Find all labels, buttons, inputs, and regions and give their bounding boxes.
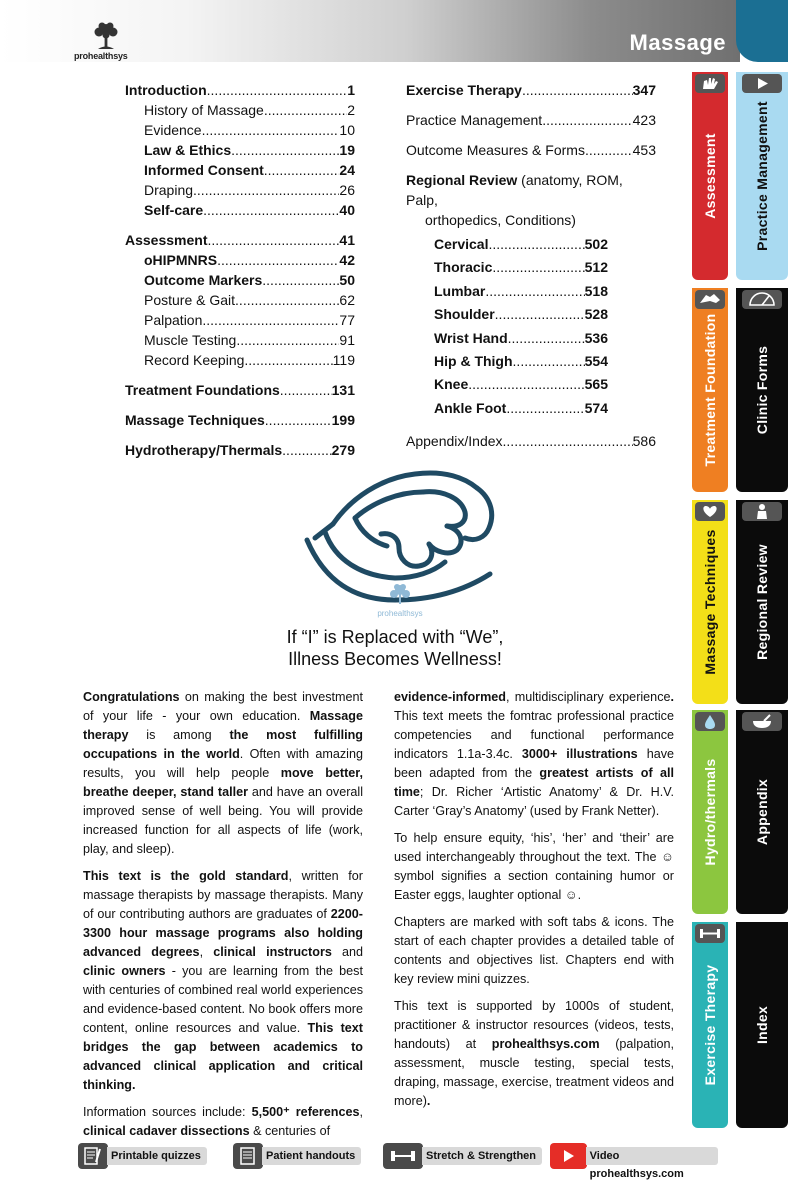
body-paragraph (394, 913, 674, 989)
toc-label: Muscle Testing (144, 332, 237, 348)
toc-entry[interactable] (406, 256, 608, 279)
toc-page-number: 19 (339, 142, 355, 158)
hand-icon (692, 72, 728, 94)
prohealthsys-logo (74, 22, 154, 62)
bold-text: Massage therapy (83, 709, 363, 742)
toc-label: Ankle Foot (434, 399, 507, 416)
toc-entry[interactable] (125, 100, 355, 120)
toc-page-number: 24 (339, 162, 355, 178)
toc-entry[interactable] (406, 327, 608, 350)
tab-index[interactable] (736, 922, 788, 1128)
toc-label: Assessment (125, 232, 208, 248)
mortar-pestle-icon (736, 710, 788, 732)
toc-entry[interactable] (406, 233, 608, 256)
text-run: - you are learning from the best with centuries of combined real world experiences and evidence-based content. No book offers more content, online resources and value. (83, 964, 363, 1035)
toc-page-number: 518 (584, 282, 608, 299)
body-paragraph (83, 1103, 363, 1141)
water-drop-icon (692, 710, 728, 732)
toc-label: Record Keeping (144, 352, 245, 368)
tab-label: Practice Management (754, 101, 770, 251)
toc-leader-dots (264, 160, 340, 180)
bold-text: 3000+ illustrations (521, 747, 638, 761)
toc-left-column (125, 80, 355, 460)
text-run: , (359, 1105, 363, 1119)
toc-page-number: 554 (584, 352, 608, 369)
tab-label: Assessment (702, 133, 718, 219)
bold-text: . (670, 690, 674, 704)
toc-entry[interactable] (125, 410, 355, 430)
footer-stretch-strengthen[interactable] (383, 1144, 542, 1168)
regional-review-title: Regional Review (406, 172, 518, 188)
text-run: , (199, 945, 214, 959)
toc-entry[interactable] (125, 180, 355, 200)
toc-page-number: 10 (339, 122, 355, 138)
bold-text: clinical instructors (213, 945, 332, 959)
text-run: is among (128, 728, 230, 742)
toc-leader-dots (265, 410, 332, 430)
toc-page-number: 131 (331, 382, 355, 398)
text-run: and have an overall improved sense of well being. You will provide increased function for all aspects of life (work, play, and sleep). (83, 785, 363, 856)
toc-leader-dots (236, 330, 339, 350)
toc-leader-dots (235, 290, 339, 310)
footer-label: Printable quizzes (107, 1147, 207, 1165)
text-run: have been adapted from the (394, 747, 675, 780)
toc-label: Outcome Markers (144, 272, 263, 288)
toc-entry[interactable] (125, 200, 355, 220)
tab-label: Regional Review (754, 544, 770, 660)
toc-leader-dots (262, 270, 339, 290)
toc-leader-dots (244, 350, 332, 370)
tab-label: Treatment Foundation (702, 313, 718, 467)
toc-label: Appendix/Index (406, 433, 503, 450)
toc-page-number: 42 (339, 252, 355, 268)
toc-label: History of Massage (144, 102, 264, 118)
toc-page-number: 512 (584, 259, 608, 276)
toc-entry[interactable] (406, 303, 608, 326)
text-run: and (331, 945, 364, 959)
toc-label: Exercise Therapy (406, 82, 522, 98)
tab-label: Hydro/thermals (702, 758, 718, 866)
toc-page-number: 26 (339, 182, 355, 198)
toc-page-number: 50 (339, 272, 355, 288)
toc-label: Thoracic (434, 259, 493, 276)
toc-label: Posture & Gait (144, 292, 236, 308)
toc-entry[interactable] (125, 350, 355, 370)
toc-page-number: 528 (584, 306, 608, 323)
text-run: Chapters are marked with soft tabs & icons. The start of each chapter provides a detailed table of contents and objectives list. Chapters end with key review mini quizzes. (394, 915, 674, 986)
toc-leader-dots (208, 230, 340, 250)
text-run: (palpation, assessment, muscle testing, special tests, draping, massage, exercise, treatment videos and more) (394, 1037, 675, 1108)
toc-entry[interactable] (125, 230, 355, 250)
bold-text: clinic owners (83, 964, 166, 978)
toc-page-number: 279 (331, 442, 355, 458)
bold-text: Congratulations (83, 690, 180, 704)
toc-leader-dots (488, 233, 584, 256)
footer-resources (78, 1140, 718, 1180)
regional-review-title-rest: (anatomy, ROM, Palp, (406, 172, 623, 208)
toc-leader-dots (508, 327, 585, 350)
toc-entry[interactable] (125, 140, 355, 160)
page-title: Massage (629, 30, 726, 55)
toc-label: Introduction (125, 82, 207, 98)
toc-entry[interactable] (406, 110, 656, 130)
footer-video[interactable] (550, 1144, 718, 1180)
bold-text: clinical cadaver dissections (83, 1124, 250, 1138)
toc-entry[interactable] (125, 310, 355, 330)
toc-leader-dots (217, 250, 339, 270)
tab-treatment-foundation[interactable] (692, 288, 728, 492)
footer-printable-quizzes[interactable] (78, 1144, 207, 1168)
header-corner-tab (736, 0, 788, 62)
text-run: on making the best investment of your life - your own education. (83, 690, 363, 723)
heart-hands-icon (692, 500, 728, 522)
goniometer-icon (736, 288, 788, 310)
tab-practice-management[interactable] (736, 72, 788, 280)
emblem-logo-text: prohealthsys (377, 609, 423, 618)
toc-leader-dots (231, 140, 339, 160)
tree-logo-icon (88, 22, 124, 52)
tab-massage-techniques[interactable] (692, 500, 728, 704)
toc-page-number: 565 (584, 376, 608, 393)
toc-entry[interactable] (125, 440, 355, 460)
toc-label: Law & Ethics (144, 142, 232, 158)
motto-line-1: If “I” is Replaced with “We”, (286, 627, 504, 647)
text-run: ; Dr. Richer ‘Artistic Anatomy’ & Dr. H.V. Carter ‘Gray’s Anatomy’ (used by Frank Netter). (394, 785, 674, 818)
toc-label: Cervical (434, 236, 489, 252)
toc-leader-dots (542, 110, 632, 130)
toc-leader-dots (207, 80, 348, 100)
dumbbell-icon (383, 1143, 423, 1169)
toc-label: oHIPMNRS (144, 252, 218, 268)
footer-label: Stretch & Strengthen (422, 1147, 542, 1165)
bold-text: . (426, 1094, 431, 1108)
toc-label: Knee (434, 376, 469, 393)
toc-leader-dots (280, 380, 332, 400)
toc-leader-dots (282, 440, 331, 460)
play-icon (736, 72, 788, 94)
toc-label: Hydrotherapy/Thermals (125, 442, 283, 458)
toc-leader-dots (503, 431, 633, 451)
toc-label: Self-care (144, 202, 204, 218)
toc-label: Outcome Measures & Forms (406, 142, 585, 158)
tab-label: Index (754, 1005, 770, 1045)
toc-right-column (406, 80, 656, 451)
body-paragraph (83, 867, 363, 1095)
toc-leader-dots (506, 397, 584, 420)
toc-leader-dots (495, 303, 585, 326)
toc-label: Treatment Foundations (125, 382, 280, 398)
toc-leader-dots (202, 120, 340, 140)
text-run: Information sources include: (83, 1105, 252, 1119)
text-run: & centuries of (249, 1124, 331, 1138)
body-paragraph (83, 688, 363, 859)
toc-page-number: 586 (632, 433, 656, 450)
body-paragraph (394, 997, 674, 1111)
logo-text: prohealthsys (74, 51, 128, 61)
body-text-right (394, 688, 674, 1119)
toc-page-number: 536 (584, 329, 608, 346)
text-run: , written for massage therapists by massage therapists. Many of our contributing authors are graduates of (83, 869, 363, 921)
body-text-left (83, 688, 363, 1149)
toc-entry[interactable] (406, 397, 608, 420)
toc-page-number: 41 (339, 232, 355, 248)
toc-page-number: 77 (339, 312, 355, 328)
clasped-hands-icon (295, 462, 505, 632)
bold-text: greatest artists of all time (394, 766, 674, 799)
motto-line-2: Illness Becomes Wellness! (288, 649, 502, 669)
toc-leader-dots (522, 80, 633, 100)
tab-assessment[interactable] (692, 72, 728, 280)
toc-label: Draping (144, 182, 194, 198)
toc-leader-dots (585, 140, 633, 160)
bold-text: 2200-3300 hour massage programs also holding advanced degrees (83, 907, 363, 959)
body-paragraph (394, 829, 674, 905)
video-play-icon (550, 1143, 587, 1169)
toc-page-number: 1 (347, 82, 355, 98)
text-run: This text meets the fomtrac professional practice competencies and functional performance indicators 1.1a-3.4c. (394, 709, 674, 761)
text-run: . Often with amazing results, you will help people (83, 747, 363, 780)
toc-label: Massage Techniques (125, 412, 265, 428)
toc-entry[interactable] (125, 160, 355, 180)
bold-text: move better, breathe deeper, stand taller (83, 766, 363, 799)
motto (230, 626, 560, 670)
toc-leader-dots (513, 350, 585, 373)
tab-appendix[interactable] (736, 710, 788, 914)
toc-label: Lumbar (434, 282, 486, 299)
toc-entry-appendix[interactable] (406, 431, 656, 451)
toc-page-number: 119 (332, 352, 355, 368)
treatment-hands-icon (692, 288, 728, 310)
bold-text: This text is the gold standard (83, 869, 289, 883)
toc-page-number: 423 (632, 112, 656, 128)
toc-page-number: 502 (584, 236, 608, 252)
dumbbell-icon (692, 922, 728, 944)
toc-page-number: 574 (584, 399, 608, 416)
toc-entry[interactable] (125, 330, 355, 350)
toc-entry[interactable] (125, 250, 355, 270)
toc-leader-dots (193, 180, 339, 200)
toc-leader-dots (468, 373, 584, 396)
handout-sheet-icon (233, 1143, 263, 1169)
toc-leader-dots (485, 280, 584, 303)
tab-exercise-therapy[interactable] (692, 922, 728, 1128)
bold-text: This text bridges the gap between academics to advanced clinical application and critical thinking. (83, 1021, 363, 1092)
toc-leader-dots (264, 100, 347, 120)
tab-hydro-thermals[interactable] (692, 710, 728, 914)
text-run: , multidisciplinary experience (505, 690, 671, 704)
toc-leader-dots (492, 256, 584, 279)
tab-label: Exercise Therapy (702, 964, 718, 1086)
toc-label: Hip & Thigh (434, 352, 513, 369)
toc-label: Informed Consent (144, 162, 264, 178)
bold-text: prohealthsys.com (491, 1037, 600, 1051)
toc-entry[interactable] (406, 350, 608, 373)
tab-regional-review[interactable] (736, 500, 788, 704)
tab-label: Clinic Forms (754, 345, 770, 435)
text-run: To help ensure equity, ‘his’, ‘her’ and ‘their’ are used interchangeably throughout the text. The ☺ symbol signifies a section containing humor or Easter eggs, laughter optional ☺. (394, 831, 674, 902)
toc-page-number: 453 (632, 142, 656, 158)
toc-entry[interactable] (406, 373, 608, 396)
hands-emblem (295, 462, 505, 632)
toc-entry[interactable] (125, 380, 355, 400)
toc-page-number: 2 (347, 102, 355, 118)
toc-right-top (406, 80, 656, 160)
tab-clinic-forms[interactable] (736, 288, 788, 492)
footer-label: Video prohealthsys.com (586, 1147, 718, 1165)
toc-page-number: 40 (339, 202, 355, 218)
bold-text: evidence-informed (394, 690, 506, 704)
bold-text: the most fulfilling occupations in the world (83, 728, 363, 761)
regional-review-list (406, 233, 656, 420)
toc-leader-dots (202, 310, 339, 330)
tab-label: Massage Techniques (702, 529, 718, 675)
toc-entry[interactable] (406, 280, 608, 303)
toc-label: Evidence (144, 122, 202, 138)
toc-page-number: 91 (339, 332, 355, 348)
text-run: This text is supported by 1000s of student, practitioner & instructor resources (videos, tests, handouts) at (394, 999, 674, 1051)
toc-label: Wrist Hand (434, 329, 508, 346)
toc-label: Palpation (144, 312, 203, 328)
toc-page-number: 199 (331, 412, 355, 428)
toc-entry[interactable] (125, 120, 355, 140)
regional-review-heading (406, 170, 656, 230)
bold-text: 5,500⁺ references (251, 1105, 360, 1119)
body-figure-icon (736, 500, 788, 522)
toc-label: Practice Management (406, 112, 543, 128)
toc-entry[interactable] (406, 80, 656, 100)
toc-entry[interactable] (125, 270, 355, 290)
tab-label: Appendix (754, 778, 770, 846)
toc-label: Shoulder (434, 306, 495, 323)
footer-label: Patient handouts (262, 1147, 361, 1165)
toc-page-number: 62 (339, 292, 355, 308)
toc-entry[interactable] (406, 140, 656, 160)
regional-review-subtitle: orthopedics, Conditions) (425, 212, 576, 228)
toc-entry[interactable] (125, 80, 355, 100)
toc-leader-dots (203, 200, 339, 220)
quiz-sheet-icon (78, 1143, 108, 1169)
toc-entry[interactable] (125, 290, 355, 310)
footer-patient-handouts[interactable] (233, 1144, 361, 1168)
toc-page-number: 347 (632, 82, 656, 98)
body-paragraph (394, 688, 674, 821)
